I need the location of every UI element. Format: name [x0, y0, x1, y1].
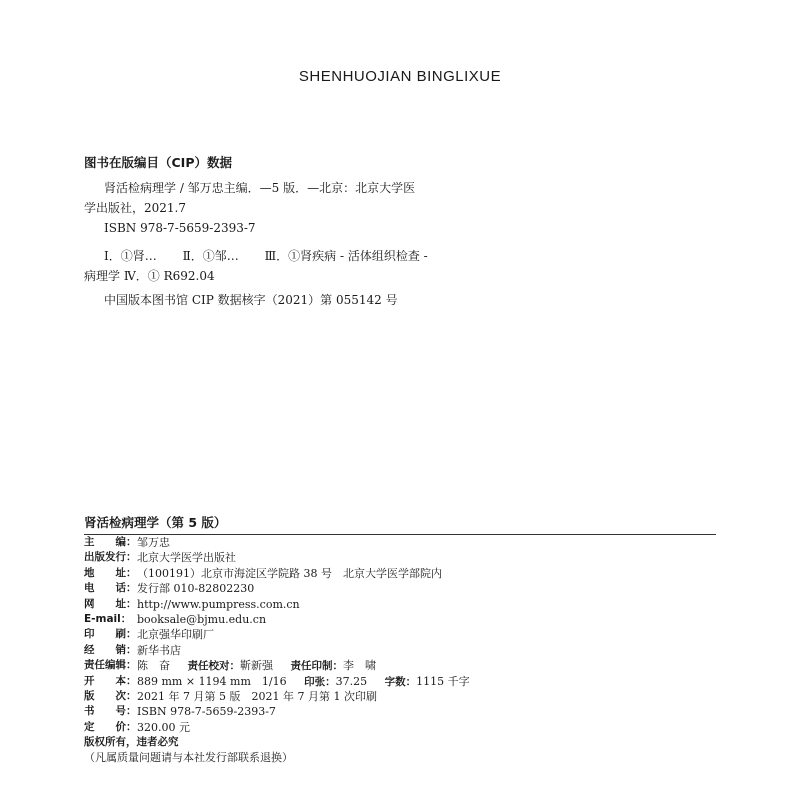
price-value: 320.00 元	[137, 720, 190, 734]
imprint-row-address	[84, 566, 716, 581]
resp-print-value: 李 啸	[343, 659, 376, 673]
imprint-title: 肾活检病理学（第 5 版）	[84, 514, 716, 535]
publisher-label: 出版发行：	[84, 551, 137, 564]
imprint-row-edition	[84, 689, 716, 704]
cip-number: 中国版本图书馆 CIP 数据核字（2021）第 055142 号	[104, 293, 398, 307]
format-value: 889 mm × 1194 mm 1/16	[137, 674, 287, 688]
phone-value: 发行部 010-82802230	[137, 582, 255, 596]
words-label: 字数：	[384, 675, 417, 688]
cip-category-1: Ⅰ．①肾…	[104, 249, 157, 263]
distributor-label: 经 销：	[84, 643, 137, 656]
cip-category-line2: 病理学 Ⅳ．① R692.04	[84, 269, 215, 283]
resp-editor-value: 陈 奋	[137, 659, 170, 673]
pinyin-title: SHENHUOJIAN BINGLIXUE	[298, 68, 502, 85]
address-value: （100191）北京市海淀区学院路 38 号 北京大学医学部院内	[137, 566, 442, 580]
imprint-row-publisher	[84, 550, 716, 565]
imprint-row-phone	[84, 581, 716, 596]
resp-proof-label: 责任校对：	[187, 660, 240, 673]
cip-heading: 图书在版编目（CIP）数据	[84, 155, 232, 170]
responsibility-values	[137, 658, 716, 673]
cip-category-3: Ⅲ．①肾疾病 - 活体组织检查 -	[264, 249, 428, 263]
cip-line-publisher: 学出版社，2021.7	[84, 201, 186, 215]
address-label: 地 址：	[84, 566, 137, 579]
editor-label: 主 编：	[84, 536, 137, 548]
resp-editor-label: 责任编辑：	[84, 659, 137, 672]
edition-value: 2021 年 7 月第 5 版 2021 年 7 月第 1 次印刷	[137, 689, 377, 703]
editor-value: 邹万忠	[137, 536, 170, 549]
website-label: 网 址：	[84, 597, 137, 610]
cip-line-title: 肾活检病理学 / 邹万忠主编．—5 版．—北京：北京大学医	[104, 181, 416, 195]
email-label: E-mail：	[84, 612, 132, 625]
format-label: 开 本：	[84, 674, 137, 687]
resp-print-label: 责任印制：	[290, 660, 343, 673]
distributor-value: 新华书店	[137, 643, 181, 657]
sheets-label: 印张：	[304, 675, 336, 688]
return-notice: （凡属质量问题请与本社发行部联系退换）	[84, 751, 293, 765]
cip-isbn: ISBN 978-7-5659-2393-7	[104, 221, 256, 235]
imprint-row-printer	[84, 627, 716, 642]
resp-print-group	[291, 658, 377, 674]
cip-category-2: Ⅱ．①邹…	[182, 249, 239, 263]
cip-block	[84, 154, 724, 310]
imprint-row-format	[84, 674, 716, 689]
imprint-row-website	[84, 597, 716, 612]
sheets-group	[304, 674, 367, 690]
price-label: 定 价：	[84, 720, 137, 733]
imprint-row-email	[84, 612, 716, 627]
printer-value: 北京强华印刷厂	[137, 628, 214, 642]
publisher-value: 北京大学医学出版社	[137, 551, 236, 565]
resp-proof-group	[188, 658, 274, 674]
printer-label: 印 刷：	[84, 628, 137, 641]
format-values	[137, 674, 716, 689]
imprint-row-price	[84, 720, 716, 735]
imprint-row-editor	[84, 535, 716, 550]
edition-label: 版 次：	[84, 689, 137, 702]
website-value: http://www.pumpress.com.cn	[137, 597, 300, 611]
cip-categories	[84, 246, 724, 266]
words-group	[385, 674, 470, 690]
resp-proof-value: 靳新强	[240, 659, 273, 673]
imprint-row-distributor	[84, 643, 716, 658]
imprint-block	[84, 514, 716, 766]
bookno-label: 书 号：	[84, 705, 137, 718]
bookno-value: ISBN 978-7-5659-2393-7	[137, 705, 276, 719]
imprint-row-responsibility	[84, 658, 716, 673]
phone-label: 电 话：	[84, 582, 137, 595]
words-value: 1115 千字	[416, 674, 470, 688]
imprint-row-bookno	[84, 704, 716, 719]
sheets-value: 37.25	[335, 674, 368, 688]
copyright-notice: 版权所有，违者必究	[84, 736, 179, 749]
email-value: booksale@bjmu.edu.cn	[137, 612, 267, 626]
